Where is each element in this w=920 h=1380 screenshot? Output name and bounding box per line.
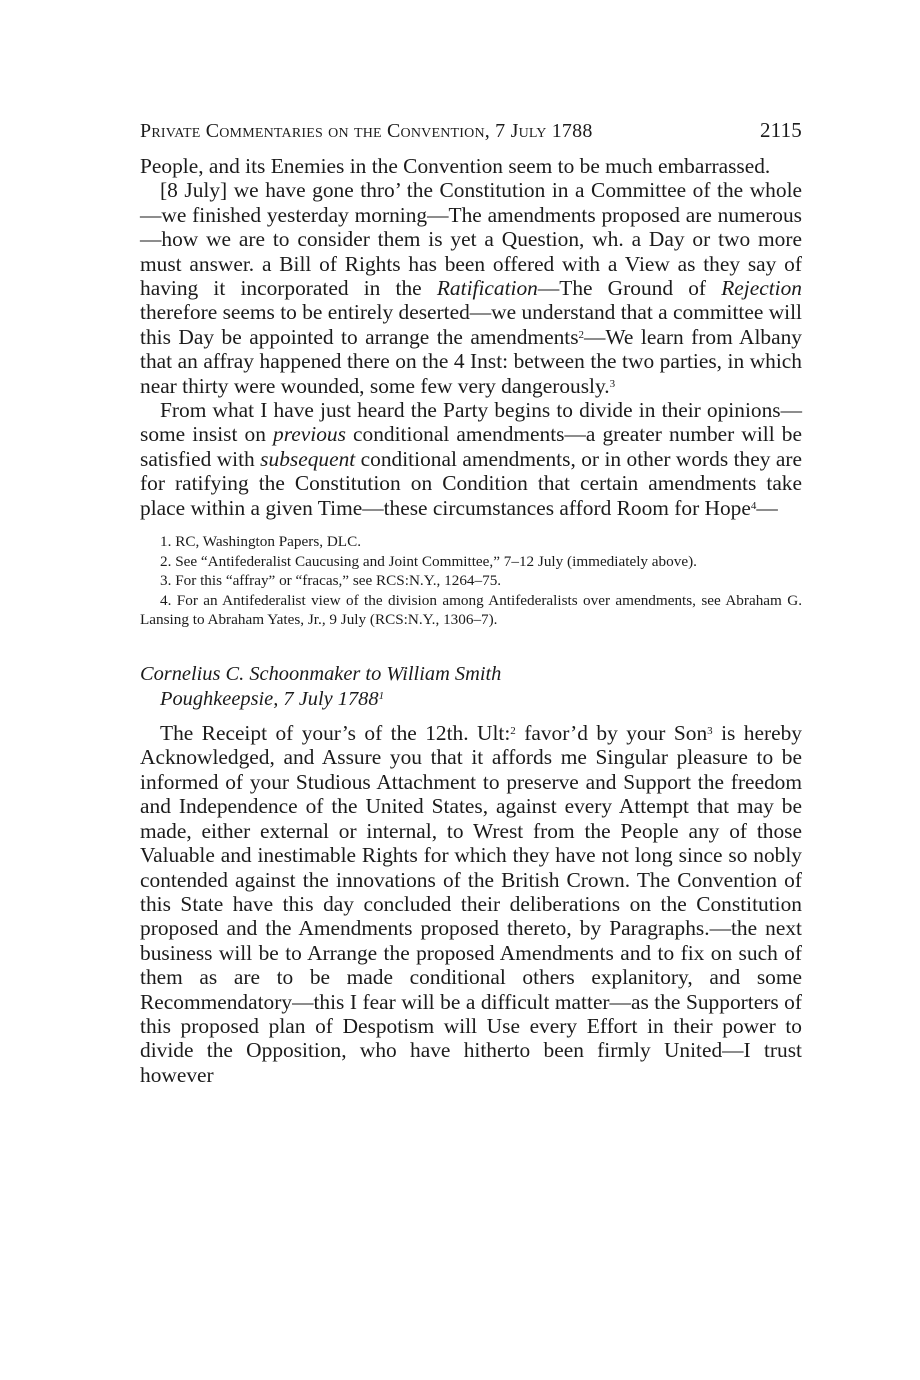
paragraph: People, and its Enemies in the Convention seem to be much embarrassed.	[140, 154, 771, 178]
italic-word: previous	[273, 422, 346, 447]
footnote: 4. For an Antifederalist view of the division among Antifederalists over amendments, see Abraham G. Lansing to Abraham Yates, Jr., 9 July (RCS:N.Y., 1306–7).	[140, 591, 802, 629]
paragraph: [8 July] we have gone thro’ the Constitution in a Committee of the whole—we finished yesterday morning—The amendments proposed are numerous—how we are to consider them is yet a Question, wh. a Day or two more must answer. a Bill of Rights has been offered with a View as they say of having it incorporated in the Ratification—The Ground of Rejection therefore seems to be entirely deserted—we understand that a committee will this Day be appointed to arrange the amendments$^2$—We learn from Albany that an affray happened there on the 4 Inst: between the two parties, in which near thirty were wounded, some few very dangerously.$^3$	[140, 178, 802, 398]
italic-word: subsequent	[260, 446, 356, 471]
page-number: 2115	[759, 118, 802, 142]
paragraph: The Receipt of your’s of the 12th. Ult:$^2$ favor’d by your Son$^3$ is hereby Acknowledged, and Assure you that it affords me Singular pleasure to be informed of your Studious Attachment to preserve and Support the freedom and Independence of the United States, against every Attempt that may be made, either external or internal, to Wrest from the People any of those Valuable and inestimable Rights for which they have not long since so nobly contended against the innovations of the British Crown. The Convention of this State have this day concluded their deliberations on the Constitution proposed and the Amendments proposed thereto, by Paragraphs.—the next business will be to Arrange the proposed Amendments and to fix on such of them as are to be made conditional others explanitory, and some Recommendatory—this I fear will be a difficult matter—as the Supporters of this proposed plan of Despotism will Use every Effort in their power to divide the Opposition, who have hitherto been firmly United—I trust however	[140, 721, 802, 1087]
page-header	[140, 118, 802, 154]
footnote-ref: 2	[578, 328, 585, 341]
document-place-date: Poughkeepsie, 7 July 1788$^1$	[160, 687, 385, 710]
running-head: Private Commentaries on the Convention, 7 July 1788	[140, 120, 593, 142]
footnote-ref: 1	[378, 689, 385, 702]
footnote-ref: 2	[510, 725, 516, 738]
footnote-ref: 3	[609, 377, 616, 390]
footnote: 2. See “Antifederalist Caucusing and Joint Committee,” 7–12 July (immediately above).	[160, 552, 697, 570]
paragraph: From what I have just heard the Party begins to divide in their opinions—some insist on previous conditional amendments—a greater number will be satisfied with subsequent conditional amendments, or in other words they are for ratifying the Constitution on Condition that certain amendments take place within a given Time—these circumstances afford Room for Hope$^4$—	[140, 398, 802, 520]
footnote: 3. For this “affray” or “fracas,” see RCS:N.Y., 1264–75.	[160, 572, 502, 590]
document-title: Cornelius C. Schoonmaker to William Smith	[140, 663, 502, 686]
document-page	[140, 118, 802, 1087]
letter-text	[140, 721, 802, 1087]
document-heading	[140, 662, 802, 711]
italic-word: Rejection	[721, 276, 802, 301]
footnote-ref: 4	[750, 499, 757, 512]
footnote: 1. RC, Washington Papers, DLC.	[160, 533, 361, 551]
continued-letter-text	[140, 154, 802, 520]
footnote-ref: 3	[707, 725, 713, 738]
footnotes	[140, 532, 802, 630]
italic-word: Ratification	[436, 276, 538, 301]
